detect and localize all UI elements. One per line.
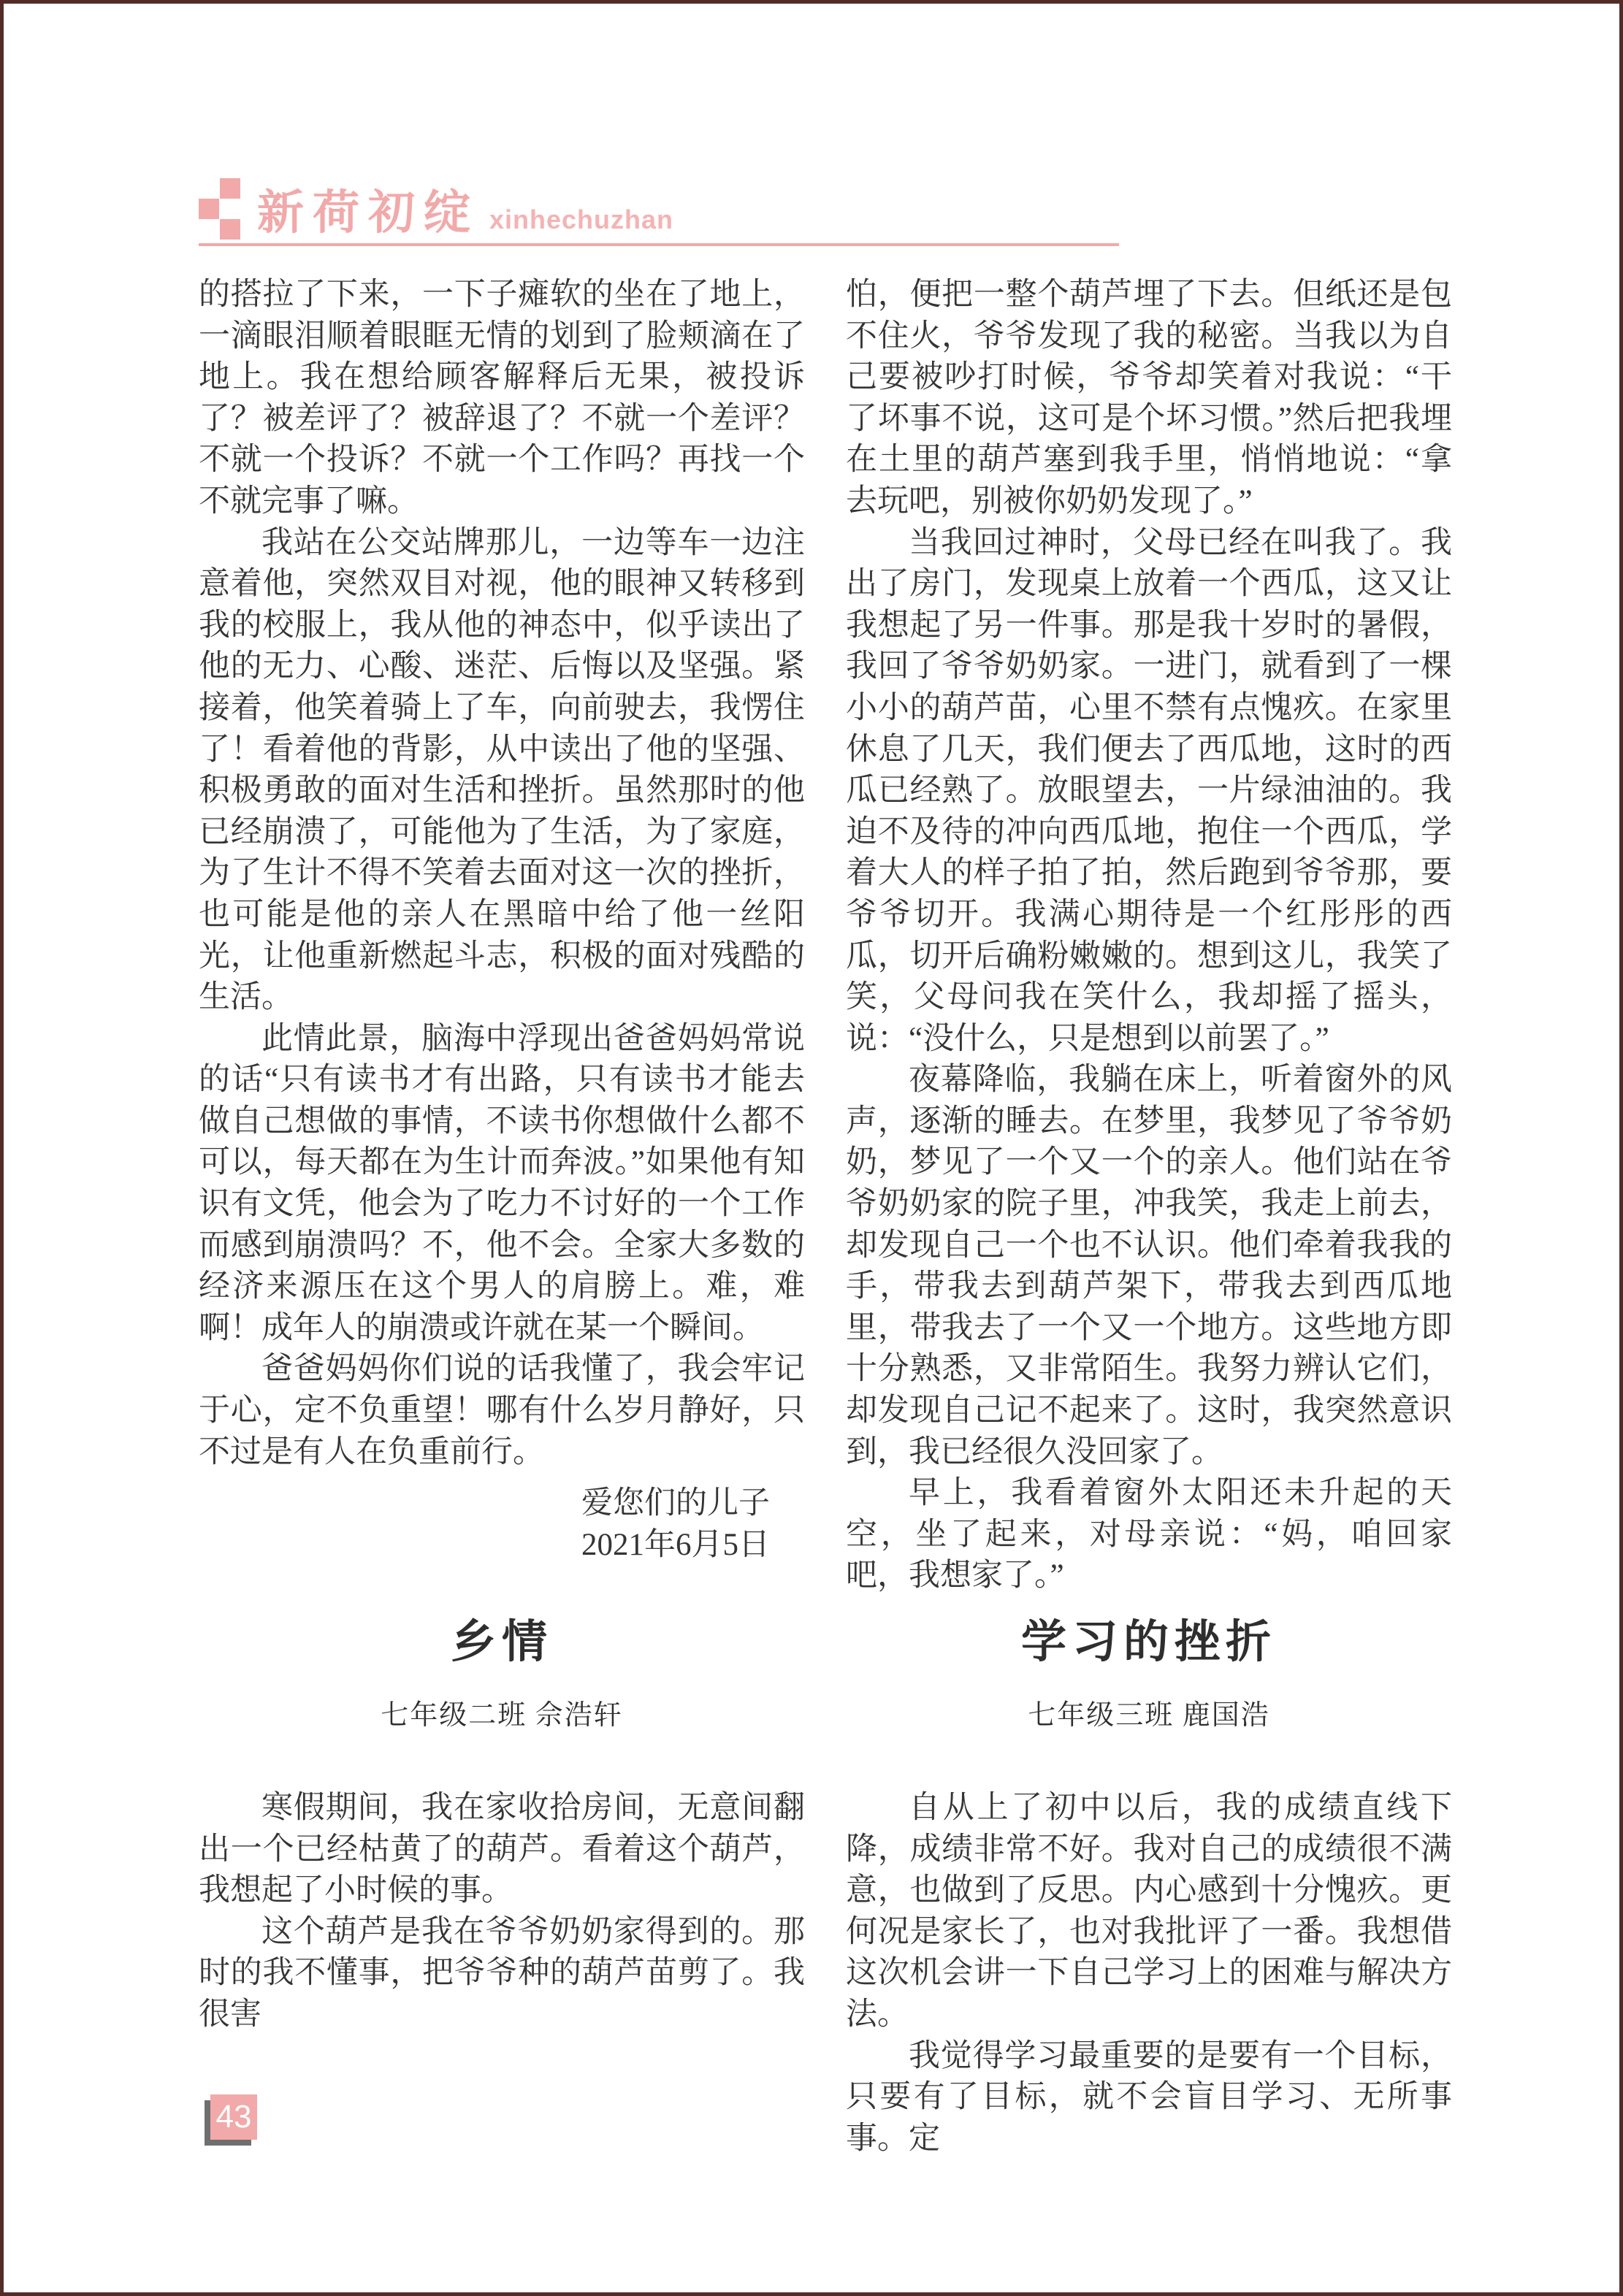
paragraph: 自从上了初中以后，我的成绩直线下降，成绩非常不好。我对自己的成绩很不满意，也做到了反思。内心感到十分愧疚。更何况是家长了，也对我批评了一番。我想借这次机会讲一下自己学习上的困难与解决方法。 xyxy=(846,1791,1452,2032)
signature-line: 爱您们的儿子 xyxy=(581,1486,770,1521)
essay-header-xiangqing xyxy=(199,1605,805,1732)
brand-checker-square xyxy=(220,178,240,199)
masthead xyxy=(257,175,673,242)
paragraph: 我站在公交站牌那儿，一边等车一边注意着他，突然双目对视，他的眼神又转移到我的校服上，我从他的神态中，似乎读出了他的无力、心酸、迷茫、后悔以及坚强。紧接着，他笑着骑上了车，向前驶去，我愣住了！看着他的背影，从中读出了他的坚强、积极勇敢的面对生活和挫折。虽然那时的他已经崩溃了，可能他为了生活，为了家庭，为了生计不得不笑着去面对这一次的挫折，也可能是他的亲人在黑暗中给了他一丝阳光，让他重新燃起斗志，积极的面对残酷的生活。 xyxy=(199,525,805,1015)
page-number: 43 xyxy=(215,2099,252,2135)
signature-date: 2021年6月5日 xyxy=(581,1527,770,1562)
paragraph: 这个葫芦是我在爷爷奶奶家得到的。那时的我不懂事，把爷爷种的葫芦苗剪了。我很害 xyxy=(199,1914,805,2032)
brand-checker-icon xyxy=(199,178,241,241)
column-top-left xyxy=(199,275,805,1566)
paragraph: 的搭拉了下来，一下子瘫软的坐在了地上，一滴眼泪顺着眼眶无情的划到了脸颊滴在了地上。我在想给顾客解释后无果，被投诉了？被差评了？被辞退了？不就一个差评？不就一个投诉？不就一个工作吗？再找一个不就完事了嘛。 xyxy=(199,278,805,518)
page-number-badge xyxy=(210,2094,257,2140)
masthead-pinyin: xinhechuzhan xyxy=(489,204,674,234)
essay-header-xuexi xyxy=(846,1605,1452,1732)
brand-checker-square xyxy=(199,199,219,219)
letter-signature xyxy=(199,1483,805,1566)
header-rule xyxy=(199,243,1119,246)
column-bottom-left xyxy=(199,1788,805,2036)
essay-byline: 七年级二班 佘浩轩 xyxy=(381,1700,623,1731)
paragraph: 寒假期间，我在家收拾房间，无意间翻出一个已经枯黄了的葫芦。看着这个葫芦，我想起了小时候的事。 xyxy=(199,1791,805,1908)
paragraph: 我觉得学习最重要的是要有一个目标，只要有了目标，就不会盲目学习、无所事事。定 xyxy=(846,2038,1452,2156)
paragraph: 怕，便把一整个葫芦埋了下去。但纸还是包不住火，爷爷发现了我的秘密。当我以为自己要被吵打时候，爷爷却笑着对我说：“干了坏事不说，这可是个坏习惯。”然后把我埋在土里的葫芦塞到我手里，悄悄地说：“拿去玩吧，别被你奶奶发现了。” xyxy=(846,278,1452,518)
paragraph: 爸爸妈妈你们说的话我懂了，我会牢记于心，定不负重望！哪有什么岁月静好，只不过是有人在负重前行。 xyxy=(199,1352,805,1469)
column-top-right xyxy=(846,275,1452,1597)
paragraph: 早上，我看着窗外太阳还未升起的天空，坐了起来，对母亲说：“妈，咱回家吧，我想家了。” xyxy=(846,1476,1452,1593)
paragraph: 夜幕降临，我躺在床上，听着窗外的风声，逐渐的睡去。在梦里，我梦见了爷爷奶奶，梦见了一个又一个的亲人。他们站在爷爷奶奶家的院子里，冲我笑，我走上前去，却发现自己一个也不认识。他们牵着我我的手，带我去到葫芦架下，带我去到西瓜地里，带我去了一个又一个地方。这些地方即十分熟悉，又非常陌生。我努力辨认它们，却发现自己记不起来了。这时，我突然意识到，我已经很久没回家了。 xyxy=(846,1063,1452,1469)
essay-title: 乡情 xyxy=(450,1618,553,1667)
paragraph: 此情此景，脑海中浮现出爸爸妈妈常说的话“只有读书才有出路，只有读书才能去做自己想做的事情，不读书你想做什么都不可以，每天都在为生计而奔波。”如果他有知识有文凭，他会为了吃力不讨好的一个工作而感到崩溃吗？不，他不会。全家大多数的经济来源压在这个男人的肩膀上。难，难啊！成年人的崩溃或许就在某一个瞬间。 xyxy=(199,1021,805,1345)
brand-checker-square xyxy=(220,219,240,240)
masthead-title: 新荷初绽 xyxy=(257,186,479,239)
essay-title: 学习的挫折 xyxy=(1020,1618,1277,1667)
essay-byline: 七年级三班 鹿国浩 xyxy=(1028,1700,1270,1731)
column-bottom-right xyxy=(846,1788,1452,2159)
paragraph: 当我回过神时，父母已经在叫我了。我出了房门，发现桌上放着一个西瓜，这又让我想起了另一件事。那是我十岁时的暑假，我回了爷爷奶奶家。一进门，就看到了一棵小小的葫芦苗，心里不禁有点愧疚。在家里休息了几天，我们便去了西瓜地，这时的西瓜已经熟了。放眼望去，一片绿油油的。我迫不及待的冲向西瓜地，抱住一个西瓜，学着大人的样子拍了拍，然后跑到爷爷那，要爷爷切开。我满心期待是一个红彤彤的西瓜，切开后确粉嫩嫩的。想到这儿，我笑了笑，父母问我在笑什么，我却摇了摇头，说：“没什么，只是想到以前罢了。” xyxy=(846,525,1452,1056)
